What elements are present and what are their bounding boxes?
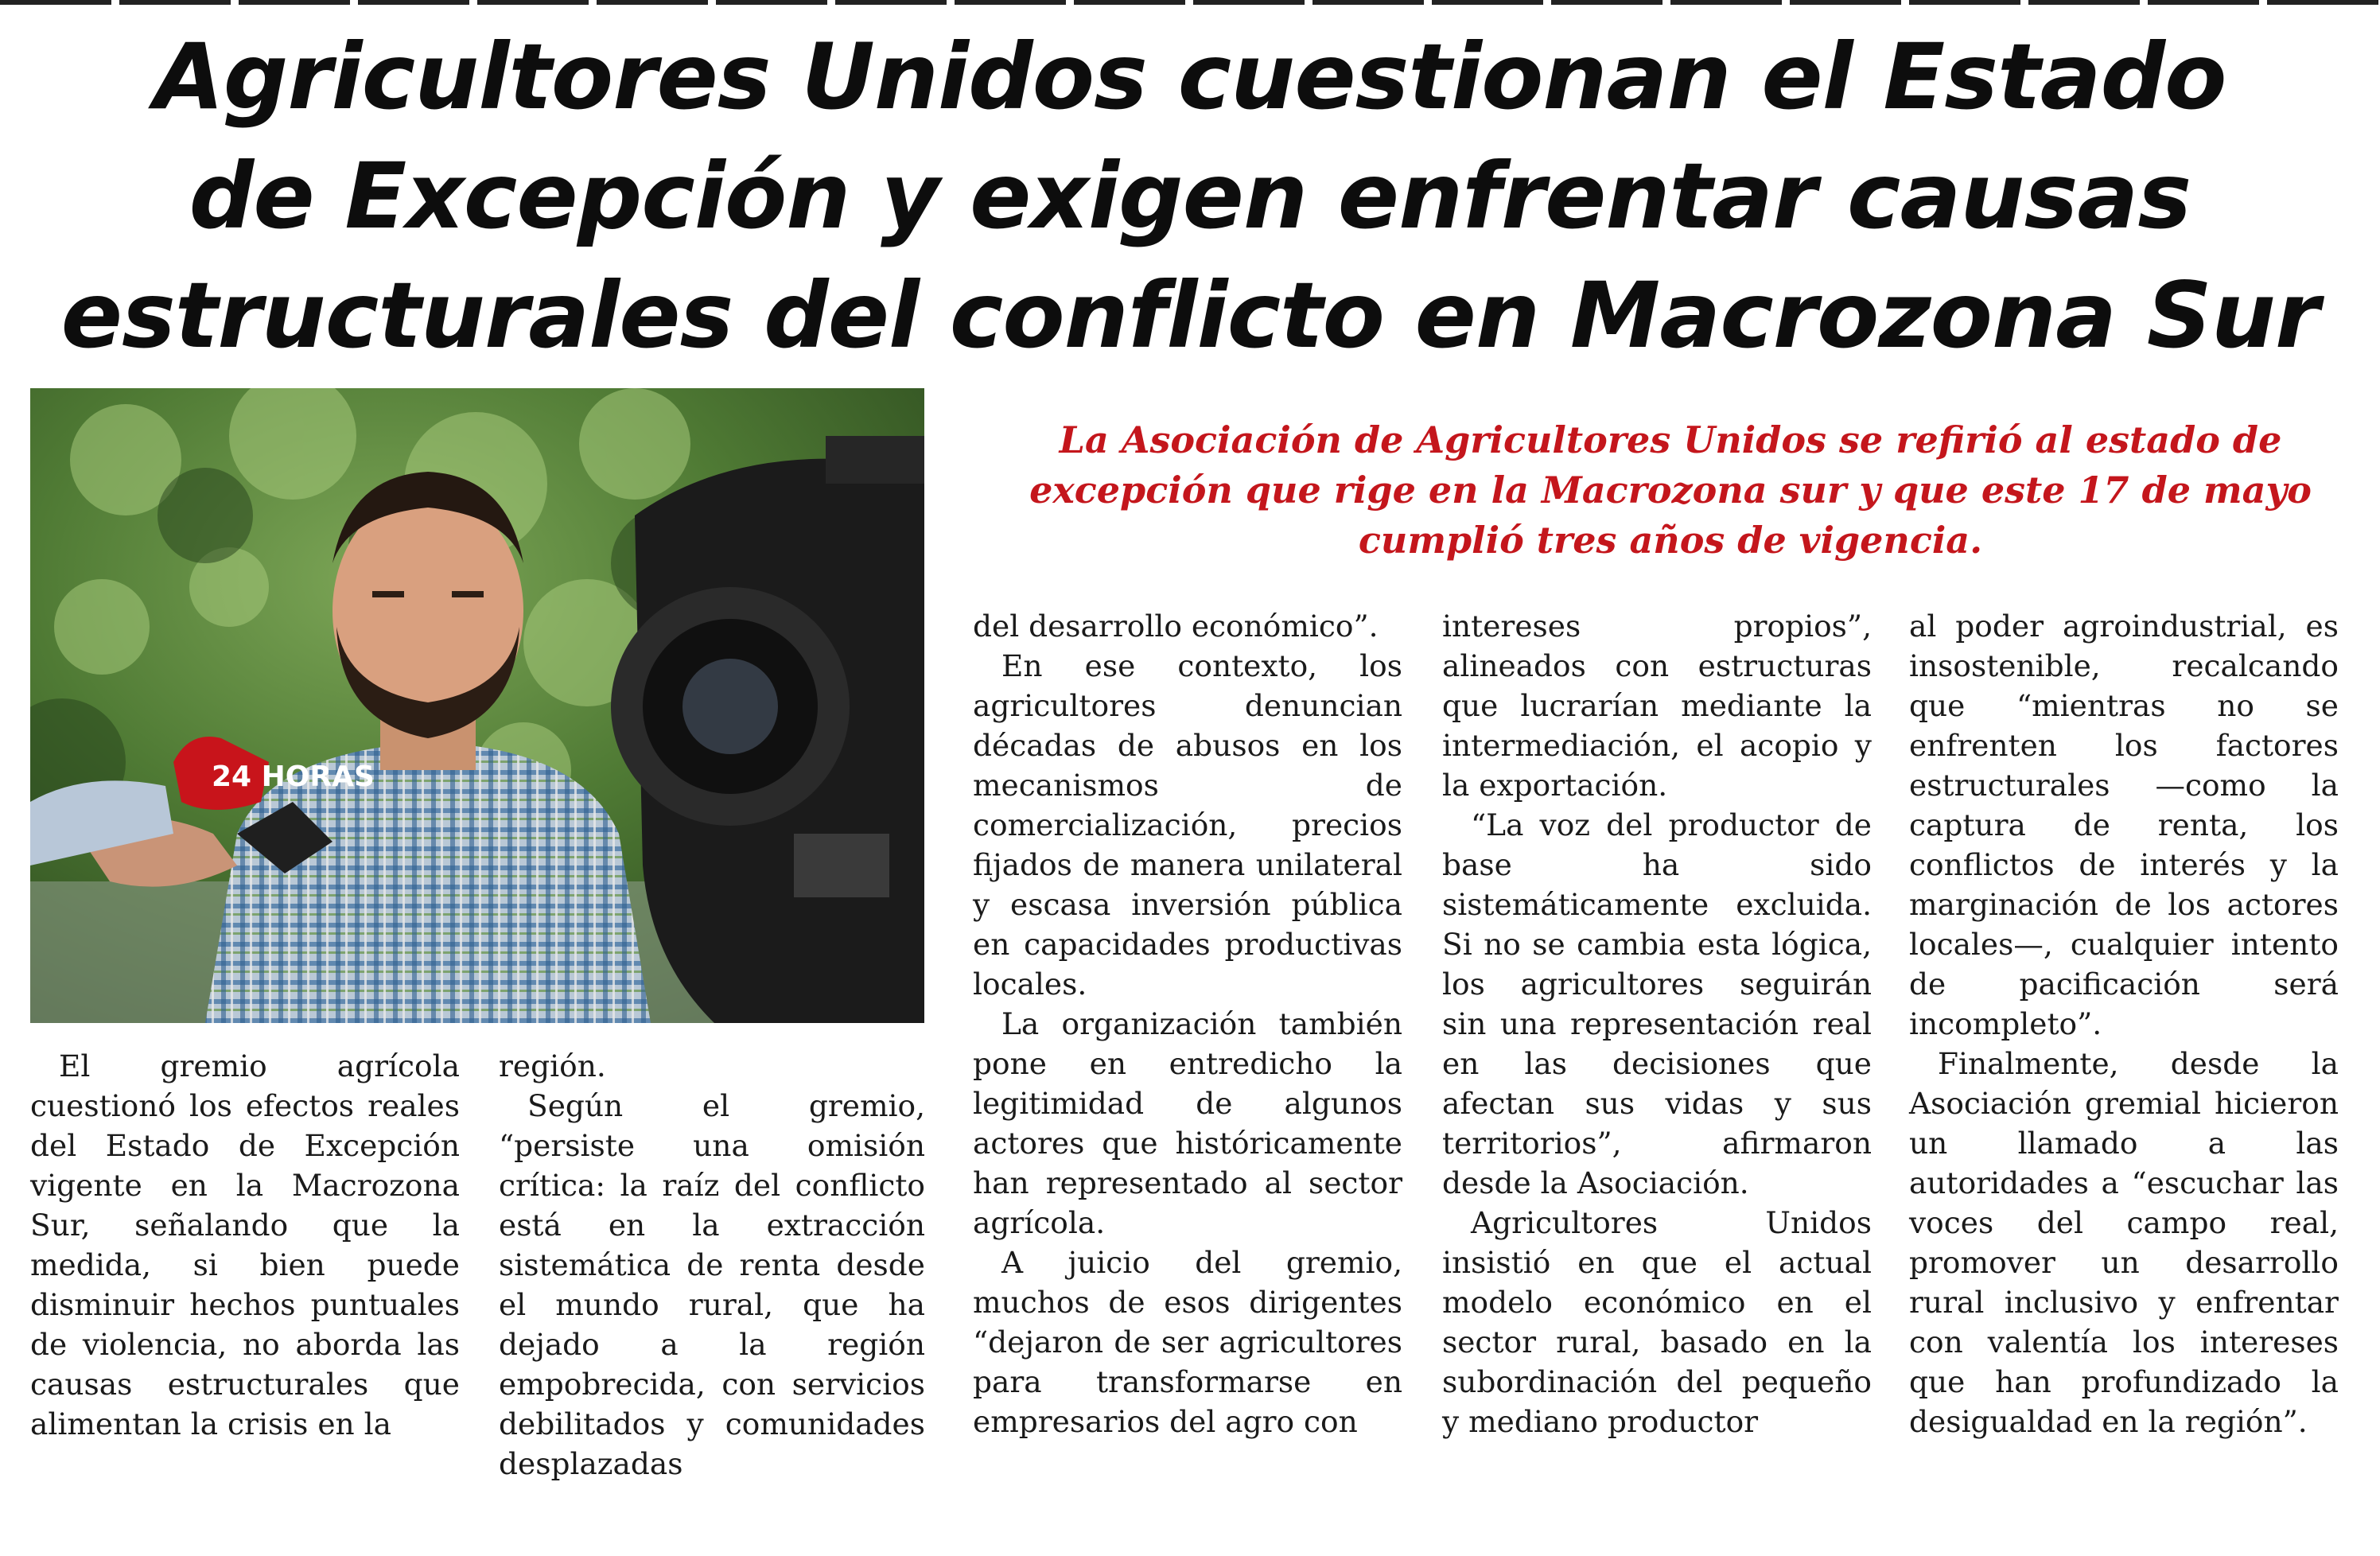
text-column-2 bbox=[499, 1046, 925, 1484]
top-rule bbox=[0, 0, 2380, 5]
text-column-1 bbox=[30, 1046, 460, 1444]
microphone-flag: 24 HORAS bbox=[212, 760, 375, 793]
lede-line: cumplió tres años de vigencia. bbox=[1358, 519, 1983, 562]
tv-camera bbox=[611, 436, 924, 1023]
headline-line: de Excepción y exigen enfrentar causas bbox=[189, 143, 2191, 249]
interview-photo-illustration bbox=[30, 388, 924, 1023]
paragraph: Agricultores Unidos insistió en que el actual modelo económico en el sector rural, basado en la subordinación del pequeño y mediano productor bbox=[1442, 1205, 1872, 1439]
paragraph: A juicio del gremio, muchos de esos dirigentes “dejaron de ser agricultores para transformarse en empresarios del agro con bbox=[973, 1245, 1402, 1439]
paragraph: del desarrollo económico”. bbox=[973, 609, 1379, 644]
lede-line: La Asociación de Agricultores Unidos se refirió al estado de bbox=[1059, 418, 2282, 461]
headline-line: estructurales del conflicto en Macrozona Sur bbox=[60, 263, 2320, 368]
paragraph: Según el gremio, “persiste una omisión crítica: la raíz del conflicto está en la extracción sistemática de renta desde el mundo rural, que ha dejado a la región empobrecida, con servicios debilitados y comunidades desplazadas bbox=[499, 1088, 925, 1481]
headline-line: Agricultores Unidos cuestionan el Estado bbox=[154, 24, 2226, 130]
article-photo bbox=[30, 388, 924, 1023]
paragraph: La organización también pone en entredicho la legitimidad de algunos actores que históricamente han representado al sector agrícola. bbox=[973, 1006, 1402, 1240]
paragraph: intereses propios”, alineados con estructuras que lucrarían mediante la intermediación, el acopio y la exportación. bbox=[1442, 609, 1872, 803]
text-column-4 bbox=[1442, 606, 1872, 1441]
article-headline bbox=[48, 18, 2332, 375]
paragraph: “La voz del productor de base ha sido sistemáticamente excluida. Si no se cambia esta lógica, los agricultores seguirán sin una representación real en las decisiones que afectan sus vidas y sus territorios”, afirmaron desde la Asociación. bbox=[1442, 807, 1872, 1200]
text-column-3 bbox=[973, 606, 1402, 1441]
lede-line: excepción que rige en la Macrozona sur y que este 17 de mayo bbox=[1029, 469, 2312, 512]
paragraph: región. bbox=[499, 1048, 606, 1083]
paragraph: Finalmente, desde la Asociación gremial hicieron un llamado a las autoridades a “escuchar las voces del campo real, promover un desarrollo rural inclusivo y enfrentar con valentía los intereses que han profundizado la desigualdad en la región”. bbox=[1909, 1046, 2339, 1439]
paragraph: al poder agroindustrial, es insostenible, recalcando que “mientras no se enfrenten los factores estructurales —como la captura de renta, los conflictos de interés y la marginación de los actores locales—, cualquier intento de pacificación será incompleto”. bbox=[1909, 609, 2339, 1041]
article-lede bbox=[994, 415, 2347, 566]
paragraph: En ese contexto, los agricultores denuncian décadas de abusos en los mecanismos de comercialización, precios fijados de manera unilateral y escasa inversión pública en capacidades productivas locales. bbox=[973, 648, 1402, 1002]
text-column-5 bbox=[1909, 606, 2339, 1441]
paragraph: El gremio agrícola cuestionó los efectos reales del Estado de Excepción vigente en la Macrozona Sur, señalando que la medida, si bien puede disminuir hechos puntuales de violencia, no aborda las causas estructurales que alimentan la crisis en la bbox=[30, 1048, 460, 1441]
